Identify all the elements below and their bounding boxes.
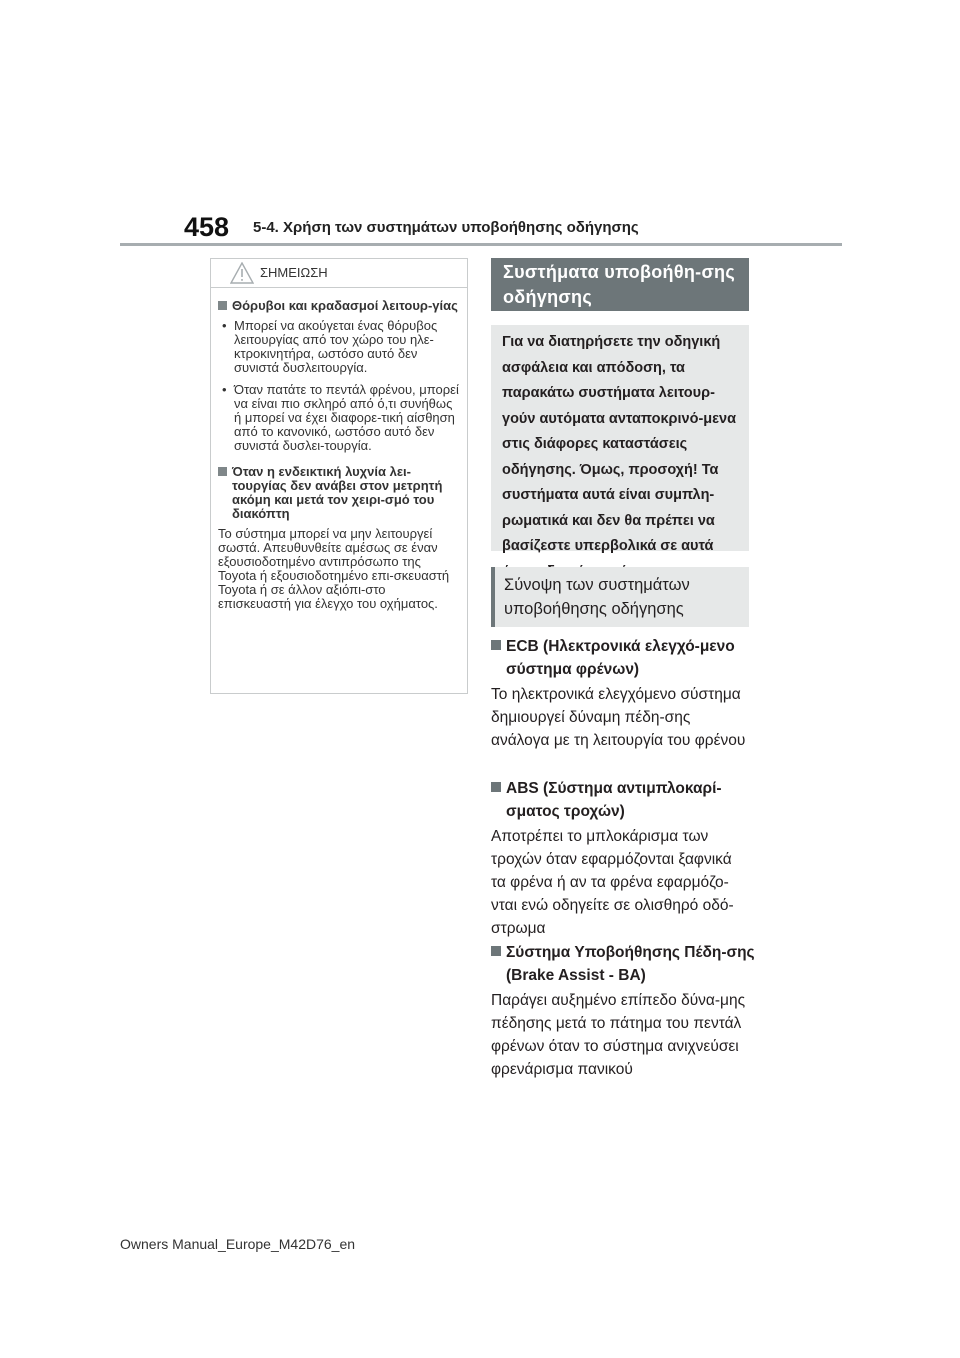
square-bullet-icon [491, 946, 501, 956]
note-paragraph: Το σύστημα μπορεί να μην λειτουργεί σωστά. Απευθυνθείτε αμέσως σε έναν εξουσιοδοτημένο αντιπρόσωπο της Toyota ή εξουσιοδοτημένο επι-σκευαστή Toyota ή σε άλλον αξιόπι-στο επισκευαστή για έλεγχο του οχήματος. [218, 526, 450, 611]
note-subheading-text: Θόρυβοι και κραδασμοί λειτουρ-γίας [232, 298, 458, 313]
summary-heading: Σύνοψη των συστημάτων υποβοήθησης οδήγησης [491, 567, 749, 627]
note-title: ΣΗΜΕΙΩΣΗ [260, 265, 328, 280]
note-header [211, 259, 467, 288]
item-title-abs [491, 777, 756, 823]
square-bullet-icon [218, 467, 227, 476]
section-title: 5-4. Χρήση των συστημάτων υποβοήθησης οδήγησης [253, 219, 639, 236]
note-bullet [218, 319, 460, 375]
bullet-dot-icon: • [222, 382, 227, 397]
square-bullet-icon [491, 640, 501, 650]
note-bullet [218, 383, 460, 453]
warning-triangle-icon [230, 262, 254, 284]
note-subheading [218, 299, 460, 313]
bullet-dot-icon: • [222, 318, 227, 333]
square-bullet-icon [491, 782, 501, 792]
header-divider [120, 243, 842, 246]
square-bullet-icon [218, 301, 227, 310]
note-bullet-text: Όταν πατάτε το πεντάλ φρένου, μπορεί να είναι πιο σκληρό από ό,τι συνήθως ή μπορεί να έχει διαφορε-τική αίσθηση από το κανονικό, ωστόσο αυτό δεν συνιστά δυσλει-τουργία. [234, 382, 459, 453]
item-title-text: Σύστημα Υποβοήθησης Πέδη-σης (Brake Assist - BA) [506, 944, 755, 984]
page-number: 458 [184, 212, 230, 242]
note-subheading [218, 465, 460, 521]
item-title-text: ECB (Ηλεκτρονικά ελεγχό-μενο σύστημα φρένων) [506, 638, 735, 678]
item-title-ba [491, 941, 756, 987]
item-desc-abs: Αποτρέπει το μπλοκάρισμα των τροχών όταν εφαρμόζονται ξαφνικά τα φρένα ή αν τα φρένα εφαρμόζο-νται ενώ οδηγείτε σε ολισθηρό οδό-στρωμα [491, 828, 734, 937]
section-banner: Συστήματα υποβοήθη-σης οδήγησης [491, 258, 749, 311]
note-box [210, 258, 468, 694]
note-subheading-text: Όταν η ενδεικτική λυχνία λει-τουργίας δεν ανάβει στον μετρητή ακόμη και μετά τον χειρι-σμό του διακόπτη [232, 464, 443, 521]
item-desc-ecb: Το ηλεκτρονικά ελεγχόμενο σύστημα δημιουργεί δύναμη πέδη-σης ανάλογα με τη λειτουργία του φρένου [491, 686, 746, 749]
note-bullet-text: Μπορεί να ακούγεται ένας θόρυβος λειτουργίας από τον χώρο του ηλε-κτροκινητήρα, ωστόσο αυτό δεν συνιστά δυσλειτουργία. [234, 318, 438, 375]
item-desc-ba: Παράγει αυξημένο επίπεδο δύνα-μης πέδησης μετά το πάτημα του πεντάλ φρένων όταν το σύστημα ανιχνεύσει φρενάρισμα πανικού [491, 992, 746, 1078]
note-body [211, 288, 467, 611]
intro-box: Για να διατηρήσετε την οδηγική ασφάλεια και απόδοση, τα παρακάτω συστήματα λειτουρ-γούν αυτόματα ανταποκρινό-μενα στις διάφορες καταστάσεις οδήγησης. Όμως, προσοχή! Τα συστήματα αυτά είναι συμπλη-ρωματικά και δεν θα πρέπει να βασίζεστε υπερβολικά σε αυτά [491, 325, 749, 551]
item-title-ecb [491, 635, 756, 681]
footer: Owners Manual_Europe_M42D76_en [120, 1236, 356, 1252]
item-title-text: ABS (Σύστημα αντιμπλοκαρί-σματος τροχών) [506, 780, 722, 820]
